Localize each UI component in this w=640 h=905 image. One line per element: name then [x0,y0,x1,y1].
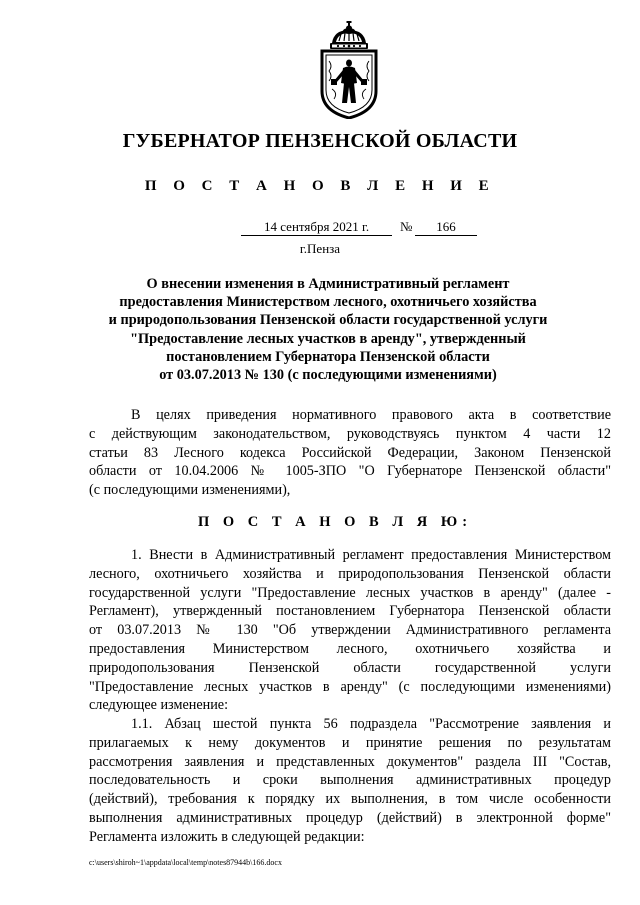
title-line: постановлением Губернатора Пензенской области [166,348,490,365]
text-line: государственной услуги "Предоставление лесных участков в аренду" (далее - [89,584,611,601]
text-line: 1.1. Абзац шестой пункта 56 подраздела "Рассмотрение заявления и [131,716,611,732]
issuer-title: ГУБЕРНАТОР ПЕНЗЕНСКОЙ ОБЛАСТИ [122,130,518,152]
number-sign: № [400,219,413,234]
title-line: от 03.07.2013 № 130 (с последующими изменениями) [159,367,497,384]
text-line: предоставления Министерством лесного, охотничьего хозяйства и [89,640,611,657]
document-title [60,275,596,384]
text-line: Регламента изложить в следующей редакции: [89,828,365,845]
preamble-paragraph [89,406,611,500]
text-line: (действий), требования к порядку их выполнения, в том числе особенности [89,791,611,808]
text-line: выполнения административных процедур (действий) в электронной форме" [89,809,611,826]
text-line: прилагаемых к нему документов и принятие решения по результатам [89,734,611,751]
item-1-1-paragraph [89,715,611,847]
file-path-footer: c:\users\shiroh~1\appdata\local\temp\notes87944b\166.docx [89,858,282,867]
title-line: "Предоставление лесных участков в аренду", утвержденный [130,330,526,347]
text-line: "Предоставление лесных участков в аренду" (с последующими изменениями) [89,678,611,695]
document-number: 166 [415,219,477,236]
title-line: О внесении изменения в Административный регламент [146,276,510,292]
text-line: (с последующими изменениями), [89,482,291,499]
resolve-heading: П О С Т А Н О В Л Я Ю: [197,514,473,530]
text-line: В целях приведения нормативного правового акта в соответствие [131,407,611,423]
text-line: последовательность и сроки выполнения административных процедур [89,772,611,789]
text-line: следующее изменение: [89,697,229,714]
text-line: с действующим законодательством, руководствуясь пунктом 4 части 12 [89,425,611,442]
text-line: природопользования Пензенской области государственной услуги [89,659,611,676]
text-line: статьи 83 Лесного кодекса Российской Федерации, Законом Пензенской [89,444,611,461]
text-line: 1. Внести в Административный регламент предоставления Министерством [131,547,611,563]
city: г.Пенза [299,241,341,256]
date-number-line [0,219,640,241]
title-line: и природопользования Пензенской области государственной услуги [108,312,548,329]
text-line: Регламент), утвержденный постановлением Губернатора Пензенской области [89,603,611,620]
title-line: предоставления Министерством лесного, охотничьего хозяйства [119,294,537,311]
text-line: лесного, охотничьего хозяйства и природопользования Пензенской области [89,565,611,582]
item-1-paragraph [89,546,611,715]
text-line: области от 10.04.2006 № 1005-ЗПО "О Губернаторе Пензенской области" [89,463,611,480]
text-line: от 03.07.2013 № 130 "Об утверждении Административного регламента [89,622,611,639]
text-line: рассмотрения заявления и представленных документов" раздела III "Состав, [89,753,611,770]
penza-coat-of-arms-icon [318,21,380,119]
document-date: 14 сентября 2021 г. [241,219,392,236]
document-type: П О С Т А Н О В Л Е Н И Е [144,178,496,194]
